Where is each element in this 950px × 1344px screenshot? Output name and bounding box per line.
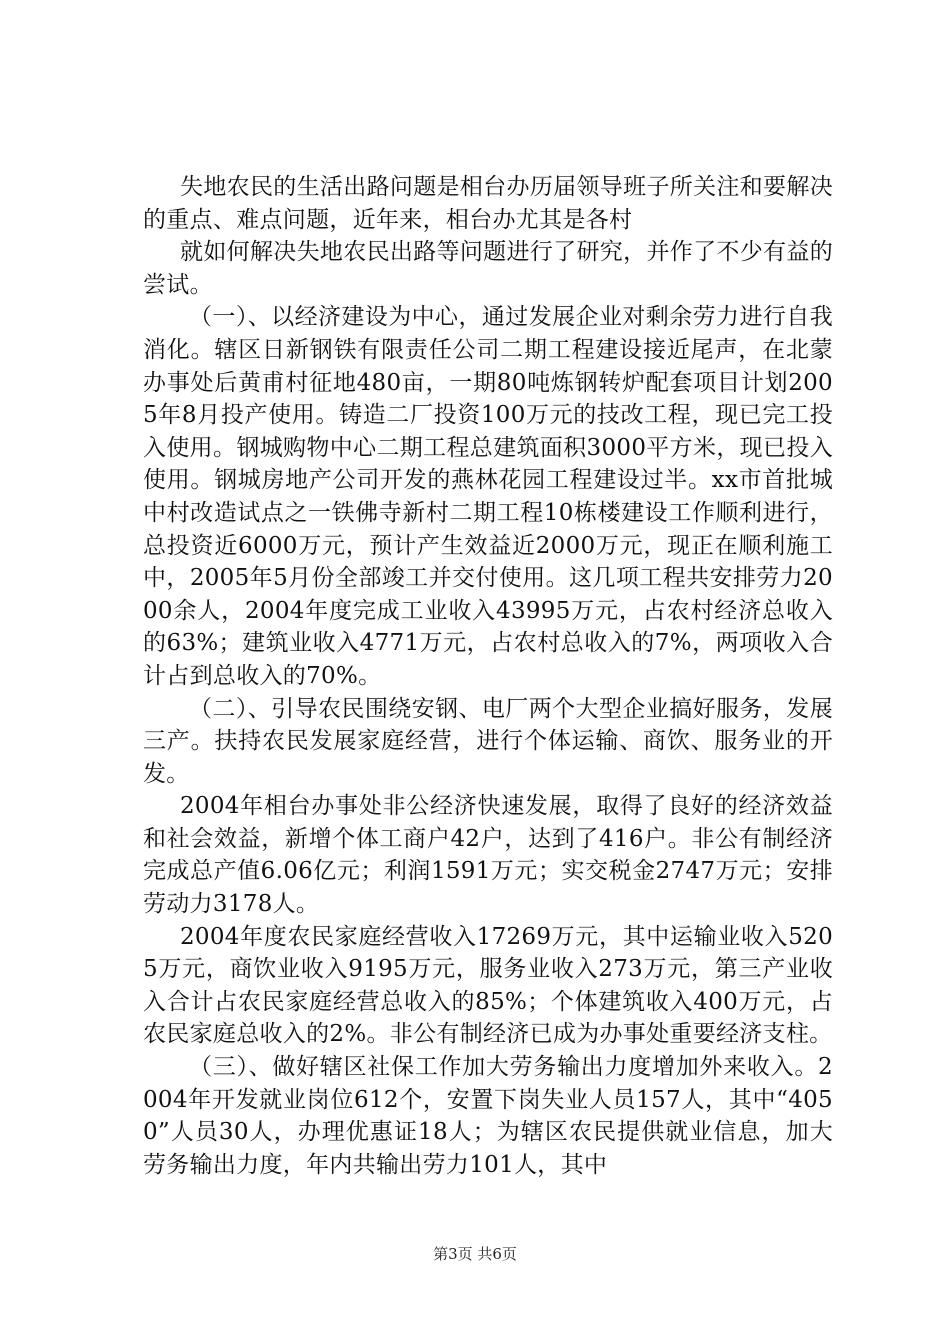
- paragraph-section-one: （一）、以经济建设为中心，通过发展企业对剩余劳力进行自我消化。辖区日新钢铁有限责任公司二期工程建设接近尾声，在北蒙办事处后黄甫村征地480亩，一期80吨炼钢转炉配套项目计划2005年8月投产使用。铸造二厂投资100万元的技改工程，现已完工投入使用。钢城购物中心二期工程总建筑面积3000平方米，现已投入使用。钢城房地产公司开发的燕林花园工程建设过半。xx市首批城中村改造试点之一铁佛寺新村二期工程10栋楼建设工作顺利进行，总投资近6000万元，预计产生效益近2000万元，现正在顺利施工中，2005年5月份全部竣工并交付使用。这几项工程共安排劳力2000余人，2004年度完成工业收入43995万元，占农村经济总收入的63%；建筑业收入4771万元，占农村总收入的7%，两项收入合计占到总收入的70%。: [143, 304, 833, 689]
- paragraph-intro-continued: 就如何解决失地农民出路等问题进行了研究，并作了不少有益的尝试。: [143, 239, 833, 298]
- paragraph-section-three: （三）、做好辖区社保工作加大劳务输出力度增加外来收入。2004年开发就业岗位612个，安置下岗失业人员157人，其中“4050”人员30人，办理优惠证18人；为辖区农民提供就业信息，加大劳务输出力度，年内共输出劳力101人，其中: [143, 1054, 833, 1178]
- paragraph-section-two: （二）、引导农民围绕安钢、电厂两个大型企业搞好服务，发展三产。扶持农民发展家庭经营，进行个体运输、商饮、服务业的开发。: [143, 695, 833, 787]
- page-footer: [0, 1244, 950, 1264]
- paragraph-intro: 失地农民的生活出路问题是相台办历届领导班子所关注和要解决的重点、难点问题，近年来，相台办尤其是各村: [143, 174, 833, 233]
- document-body: [143, 171, 833, 1181]
- paragraph-household-income: 2004年度农民家庭经营收入17269万元，其中运输业收入5205万元，商饮业收入9195万元，服务业收入273万元，第三产业收入合计占农民家庭经营总收入的85%；个体建筑收入400万元，占农民家庭总收入的2%。非公有制经济已成为办事处重要经济支柱。: [143, 923, 833, 1048]
- paragraph-private-economy: 2004年相台办事处非公经济快速发展，取得了良好的经济效益和社会效益，新增个体工商户42户，达到了416户。非公有制经济完成总产值6.06亿元；利润1591万元；实交税金2747万元；安排劳动力3178人。: [143, 793, 833, 918]
- page-number-label: 第3页 共6页: [433, 1245, 517, 1263]
